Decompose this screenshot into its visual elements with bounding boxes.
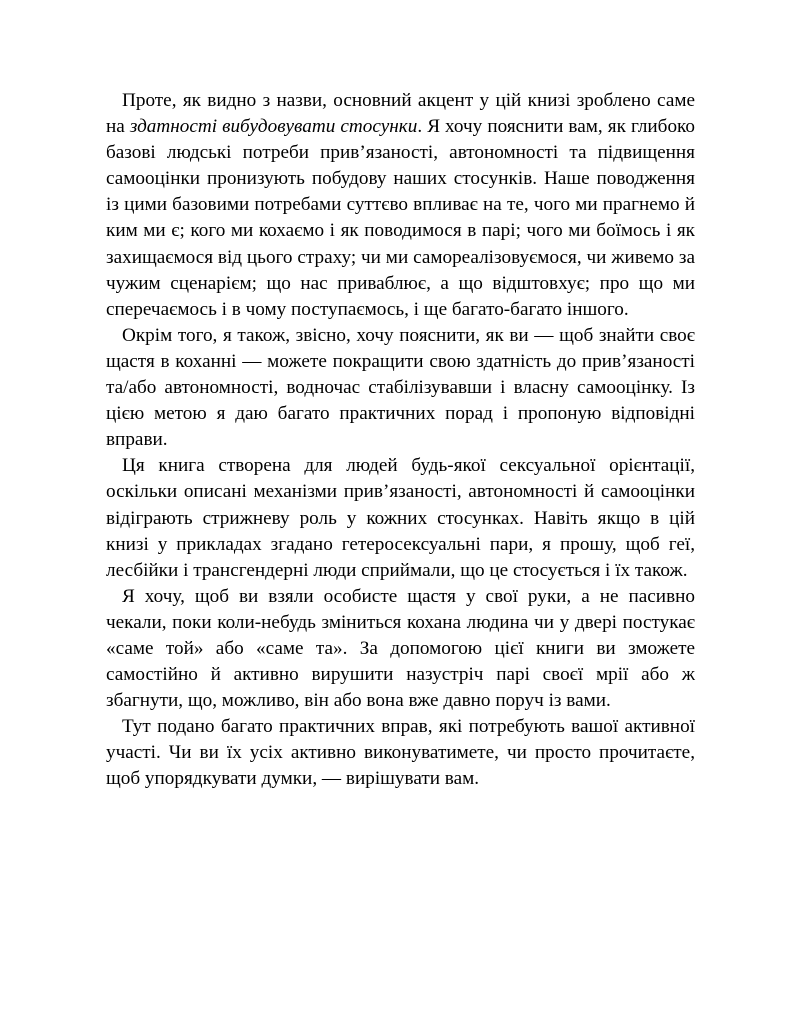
text-run: Окрім того, я також, звісно, хочу пояснити, як ви — щоб знайти своє щастя в коханні — можете покращити свою здатність до прив’язаності та/або автономності, водночас стабілізувавши і власну самооцінку. Із цією метою я даю багато практичних порад і пропоную відповідні вправи. [106, 324, 695, 451]
text-run: Проте, як видно з назви, основний акцент у цій книзі зроблено саме на [106, 90, 695, 138]
paragraph [106, 453, 695, 583]
paragraph [106, 323, 695, 453]
emphasis-phrase: здатності вибудовувати стосунки [129, 116, 418, 138]
text-run: Тут подано багато практичних вправ, які потребують вашої активної участі. Чи ви їх усіх активно виконуватимете, чи просто прочитаєте, щоб упорядкувати думки, — вирішувати вам. [106, 716, 695, 790]
text-run: Ця книга створена для людей будь-якої сексуальної орієнтації, оскільки описані механізми прив’язаності, автономності й самооцінки відіграють стрижневу роль у кожних стосунках. Навіть якщо в цій книзі у прикладах згадано гетеросексуальні пари, я прошу, щоб геї, лесбійки і трансгендерні люди сприймали, що це стосується і їх також. [106, 455, 695, 581]
text-run: Я хочу, щоб ви взяли особисте щастя у свої руки, а не пасивно чекали, поки коли-небудь зміниться кохана людина чи у дверi постукає «саме той» або «саме та». За допомогою цієї книги ви зможете самостійно й активно вирушити назустріч парі своєї мрії або ж збагнути, що, можливо, він або вона вже давно поруч із вами. [106, 585, 695, 712]
paragraph [106, 584, 695, 714]
paragraph [106, 714, 695, 792]
text-run: . Я хочу пояснити вам, як глибоко базові людські потреби прив’язаності, автономності та підвищення самооцінки пронизують побудову наших стосунків. Наше поводження із цими базовими потребами суттєво впливає на те, чого ми прагнемо й ким ми є; кого ми кохаємо і як поводимося в парі; чого ми боїмось і як захищаємося від цього страху; чи ми самореалізовуємося, чи живемо за чужим сценарієм; що нас приваблює, а що відштовхує; про що ми сперечаємось і в чому поступаємось, і ще багато-багато іншого. [106, 116, 695, 320]
paragraph [106, 88, 695, 323]
body-text-column [106, 88, 695, 793]
